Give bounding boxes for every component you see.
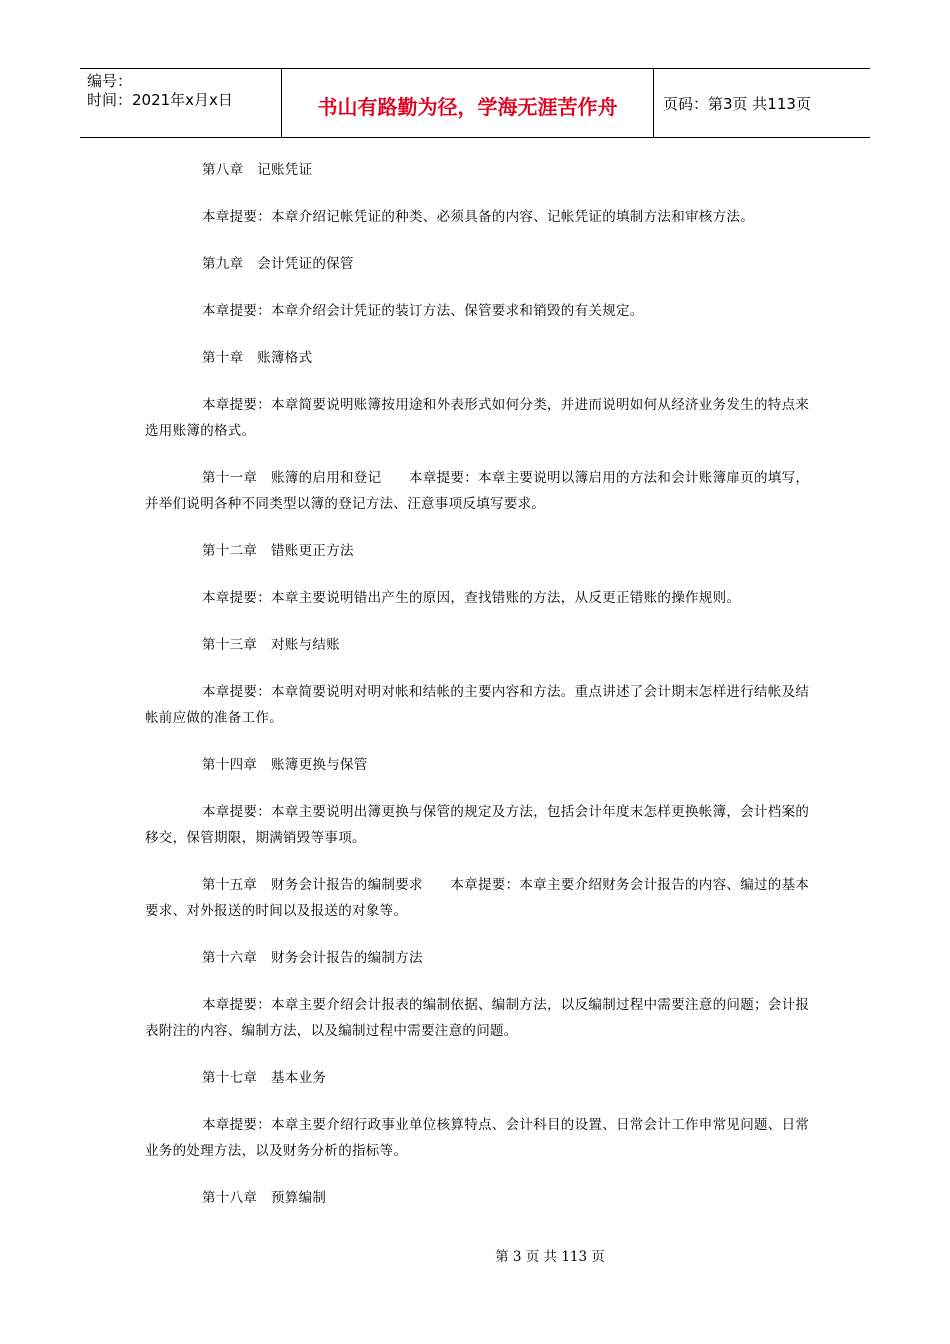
chapter-summary: 本章提要：本章简要说明账簿按用途和外表形式如何分类，并进而说明如何从经济业务发生的特点来选用账簿的格式。: [145, 397, 810, 439]
chapter-heading: 第十四章 账簿更换与保管: [202, 757, 368, 773]
chapter-summary: 本章提要：本章主要说明出簿更换与保管的规定及方法，包括会计年度末怎样更换帐簿，会计档案的移交，保管期限，期满销毁等事项。: [145, 804, 810, 846]
chapter-summary: 本章提要：本章主要说明错出产生的原因，查找错账的方法，从反更正错账的操作规则。: [202, 590, 741, 606]
chapter-heading: 第十二章 错账更正方法: [202, 543, 354, 559]
chapter-heading: 第十三章 对账与结账: [202, 637, 340, 653]
chapter-heading: 第十七章 基本业务: [202, 1070, 327, 1086]
document-date-label: 时间：2021年x月x日: [87, 91, 233, 109]
chapter-heading: 第十章 账簿格式: [202, 350, 313, 366]
chapter-summary: 本章提要：本章主要介绍行政事业单位核算特点、会计科目的设置、日常会计工作申常见问题、日常业务的处理方法，以及财务分析的指标等。: [145, 1117, 810, 1159]
chapter-heading: 第八章 记账凭证: [202, 162, 313, 178]
chapter-summary: 本章提要：本章介绍会计凭证的装订方法、保管要求和销毁的有关规定。: [202, 303, 644, 319]
chapter-summary: 本章提要：本章主要介绍会计报表的编制依据、编制方法，以反编制过程中需要注意的问题；会计报表附注的内容、编制方法，以及编制过程中需要注意的问题。: [145, 997, 810, 1039]
chapter-heading-with-summary: 第十五章 财务会计报告的编制要求 本章提要：本章主要介绍财务会计报告的内容、编过的基本要求、对外报送的时间以及报送的对象等。: [145, 877, 810, 919]
page-footer: 第 3 页 共 113 页: [495, 1249, 605, 1265]
header-page-number: 页码：第3页 共113页: [663, 94, 811, 113]
chapter-heading: 第九章 会计凭证的保管: [202, 256, 354, 272]
document-body: [145, 157, 810, 1232]
page-header: [80, 68, 870, 138]
document-number-label: 编号：: [87, 72, 133, 90]
chapter-heading: 第十八章 预算编制: [202, 1190, 327, 1206]
chapter-summary: 本章提要：本章简要说明对明对帐和结帐的主要内容和方法。重点讲述了会计期末怎样进行结帐及结帐前应做的准备工作。: [145, 684, 810, 726]
chapter-heading: 第十六章 财务会计报告的编制方法: [202, 950, 423, 966]
header-motto: 书山有路勤为径，学海无涯苦作舟: [282, 69, 654, 137]
chapter-summary: 本章提要：本章介绍记帐凭证的种类、必须具备的内容、记帐凭证的填制方法和审核方法。: [202, 209, 754, 225]
header-meta-cell: [80, 69, 282, 137]
chapter-heading-with-summary: 第十一章 账簿的启用和登记 本章提要：本章主要说明以簿启用的方法和会计账簿扉页的填写，并举们说明各种不同类型以簿的登记方法、汪意事项反填写要求。: [145, 470, 810, 512]
